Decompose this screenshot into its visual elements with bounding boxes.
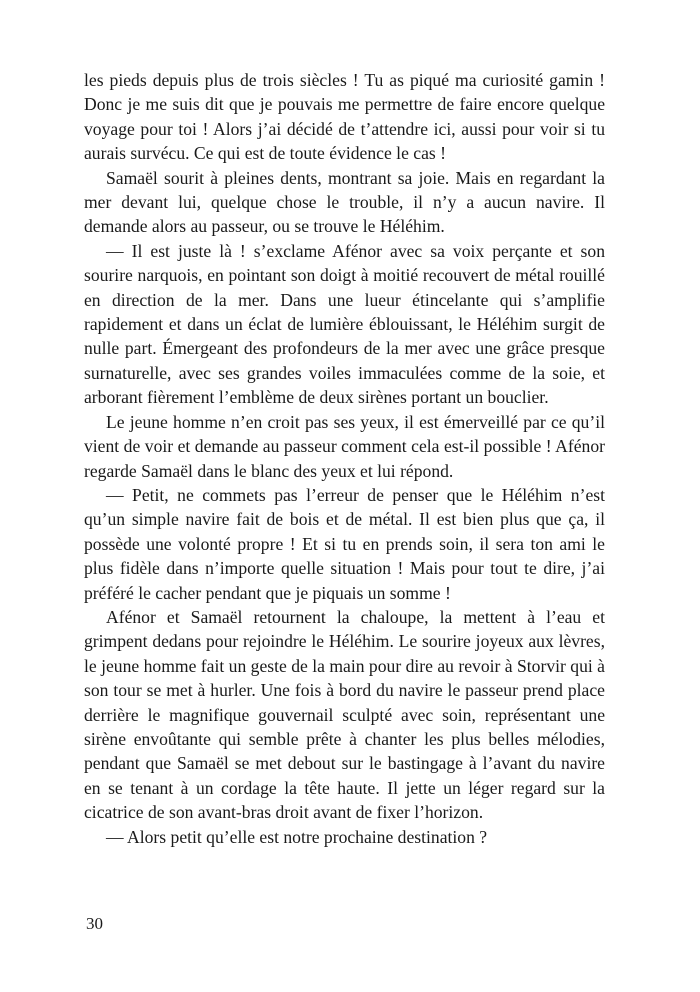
paragraph-continuation: les pieds depuis plus de trois siècles ! Tu as piqué ma curiosité gamin ! Donc je me suis dit que je pouvais me permettre de faire encore quelque voyage pour toi ! Alors j’ai décidé de t’attendre ici, aussi pour voir si tu aurais survécu. Ce qui est de toute évidence le cas ! (84, 70, 605, 164)
paragraph-narration: Le jeune homme n’en croit pas ses yeux, il est émerveillé par ce qu’il vient de voir et demande au passeur comment cela est-il possible ! Afénor regarde Samaël dans le blanc des yeux et lui répond. (84, 411, 605, 481)
paragraph-narration: Samaël sourit à pleines dents, montrant sa joie. Mais en regardant la mer devant lui, quelque chose le trouble, il n’y a aucun navire. Il demande alors au passeur, ou se trouve le Héléhim. (84, 167, 605, 237)
paragraph-narration: Afénor et Samaël retournent la chaloupe, la mettent à l’eau et grimpent dedans pour rejoindre le Héléhim. Le sourire joyeux aux lèvres, le jeune homme fait un geste de la main pour dire au revoir à Storvir qui à son tour se met à hurler. Une fois à bord du navire le passeur prend place derrière le magnifique gouvernail sculpté avec soin, représentant une sirène envoûtante qui semble prête à chanter les plus belles mélodies, pendant que Samaël se met debout sur le bastingage à l’avant du navire en se tenant à un cordage la tête haute. Il jette un léger regard sur la cicatrice de son avant-bras droit avant de fixer l’horizon. (84, 606, 605, 823)
paragraph-dialogue: — Il est juste là ! s’exclame Afénor avec sa voix perçante et son sourire narquois, en pointant son doigt à moitié recouvert de métal rouillé en direction de la mer. Dans une lueur étincelante qui s’amplifie rapidement et dans un éclat de lumière éblouissant, le Héléhim surgit de nulle part. Émergeant des profondeurs de la mer avec une grâce presque surnaturelle, avec ses grandes voiles immaculées comme de la soie, et arborant fièrement l’emblème de deux sirènes portant un bouclier. (84, 240, 605, 408)
paragraph-dialogue: — Petit, ne commets pas l’erreur de penser que le Héléhim n’est qu’un simple navire fait de bois et de métal. Il est bien plus que ça, il possède une volonté propre ! Et si tu en prends soin, il sera ton ami le plus fidèle dans n’importe quelle situation ! Mais pour tout te dire, j’ai préféré le cacher pendant que je piquais un somme ! (84, 484, 605, 603)
paragraph-dialogue: — Alors petit qu’elle est notre prochaine destination ? (106, 826, 488, 847)
page-body (84, 68, 605, 849)
page-number: 30 (86, 914, 103, 933)
